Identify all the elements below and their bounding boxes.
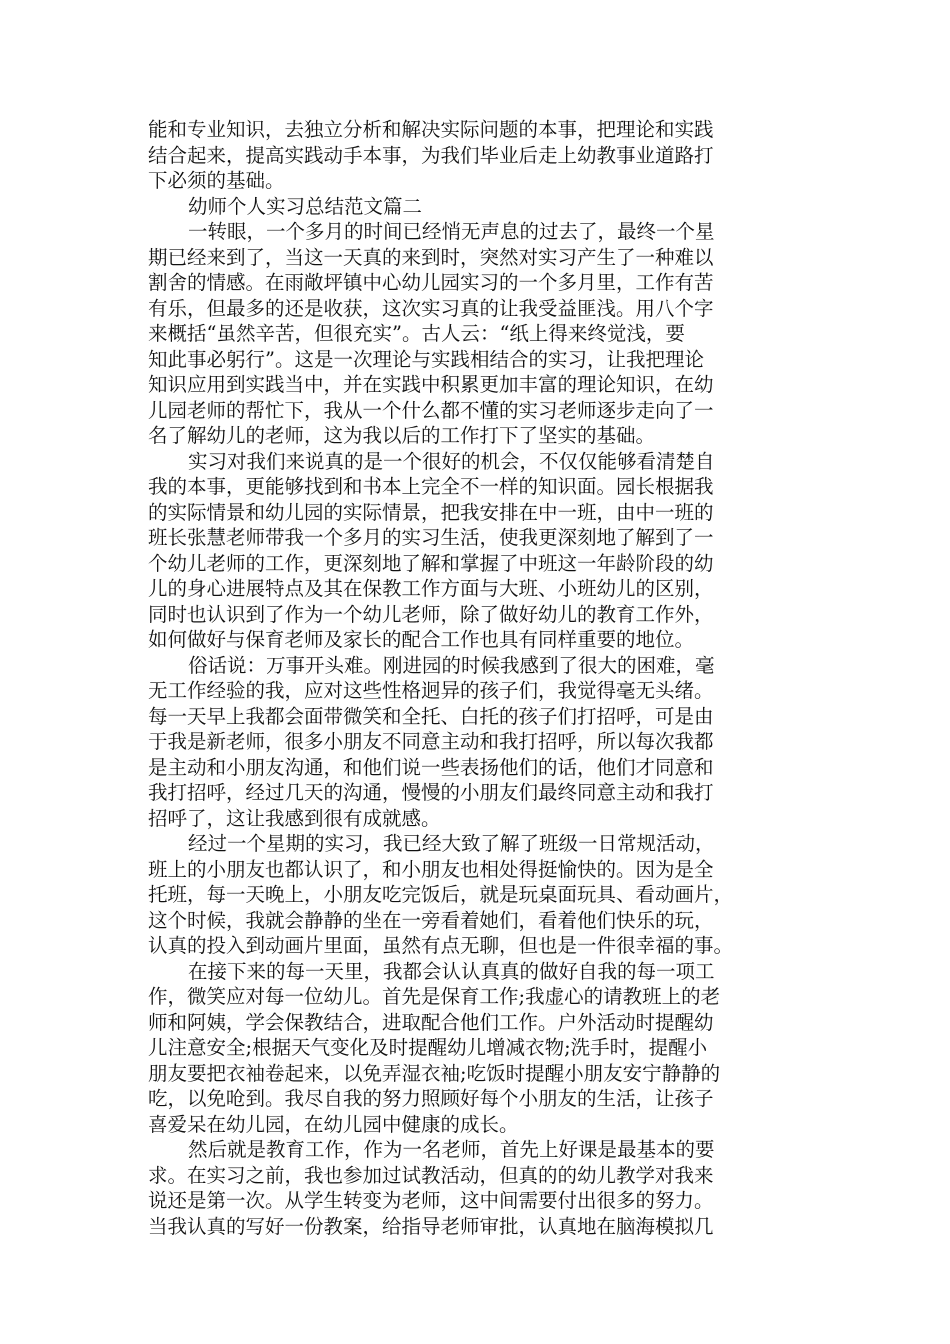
text-line: 有乐，但最多的还是收获，这次实习真的让我受益匪浅。用八个字	[148, 296, 714, 320]
text-line: 招呼了，这让我感到很有成就感。	[148, 806, 441, 830]
text-line: 喜爱呆在幼儿园，在幼儿园中健康的成长。	[148, 1112, 519, 1136]
text-line: 期已经来到了，当这一天真的来到时，突然对实习产生了一种难以	[148, 245, 714, 269]
paragraph-first-line: 俗话说：万事开头难。刚进园的时候我感到了很大的困难，毫	[188, 653, 715, 677]
text-line: 求。在实习之前，我也参加过试教活动，但真的的幼儿教学对我来	[148, 1163, 714, 1187]
text-line: 能和专业知识，去独立分析和解决实际问题的本事，把理论和实践	[148, 118, 714, 141]
text-line: 来概括“虽然辛苦，但很充实”。古人云：“纸上得来终觉浅，要	[148, 322, 685, 345]
text-line: 儿的身心进展特点及其在保教工作方面与大班、小班幼儿的区别，	[148, 577, 714, 600]
text-line: 名了解幼儿的老师，这为我以后的工作打下了坚实的基础。	[148, 424, 656, 447]
text-line: 的实际情景和幼儿园的实际情景，把我安排在中一班，由中一班的	[148, 500, 714, 524]
text-line: 个幼儿老师的工作，更深刻地了解和掌握了中班这一年龄阶段的幼	[148, 551, 714, 575]
paragraph-first-line: 实习对我们来说真的是一个很好的机会，不仅仅能够看清楚自	[188, 449, 715, 473]
text-line: 每一天早上我都会面带微笑和全托、白托的孩子们打招呼，可是由	[148, 704, 714, 728]
text-line: 认真的投入到动画片里面，虽然有点无聊，但也是一件很幸福的事。	[148, 934, 734, 957]
text-line: 儿园老师的帮忙下，我从一个什么都不懂的实习老师逐步走向了一	[148, 398, 714, 422]
text-line: 我的本事，更能够找到和书本上完全不一样的知识面。园长根据我	[148, 475, 714, 498]
text-line: 无工作经验的我，应对这些性格迥异的孩子们，我觉得毫无头绪。	[148, 679, 714, 702]
text-line: 于我是新老师，很多小朋友不同意主动和我打招呼，所以每次我都	[148, 730, 714, 753]
text-line: 吃，以免呛到。我尽自我的努力照顾好每个小朋友的生活，让孩子	[148, 1087, 714, 1110]
text-line: 说还是第一次。从学生转变为老师，这中间需要付出很多的努力。	[148, 1189, 714, 1212]
text-line: 是主动和小朋友沟通，和他们说一些表扬他们的话，他们才同意和	[148, 755, 714, 779]
text-line: 我打招呼，经过几天的沟通，慢慢的小朋友们最终同意主动和我打	[148, 781, 714, 804]
text-line: 班长张慧老师带我一个多月的实习生活，使我更深刻地了解到了一	[148, 526, 714, 549]
paragraph-first-line: 一转眼，一个多月的时间已经悄无声息的过去了，最终一个星	[188, 220, 715, 243]
text-line: 下必须的基础。	[148, 169, 285, 192]
text-line: 知此事必躬行”。这是一次理论与实践相结合的实习，让我把理论	[148, 347, 704, 371]
text-line: 割舍的情感。在雨敞坪镇中心幼儿园实习的一个多月里，工作有苦	[148, 271, 714, 294]
text-line: 作，微笑应对每一位幼儿。首先是保育工作;我虚心的请教班上的老	[148, 985, 721, 1008]
text-line: 结合起来，提高实践动手本事，为我们毕业后走上幼教事业道路打	[148, 143, 714, 167]
text-line: 如何做好与保育老师及家长的配合工作也具有同样重要的地位。	[148, 628, 695, 651]
paragraph-first-line: 在接下来的每一天里，我都会认认真真的做好自我的每一项工	[188, 959, 715, 983]
text-line: 儿注意安全;根据天气变化及时提醒幼儿增减衣物;洗手时，提醒小	[148, 1036, 708, 1059]
text-line: 知识应用到实践当中，并在实践中积累更加丰富的理论知识，在幼	[148, 373, 714, 396]
text-line: 班上的小朋友也都认识了，和小朋友也相处得挺愉快的。因为是全	[148, 857, 714, 881]
text-line: 托班，每一天晚上，小朋友吃完饭后，就是玩桌面玩具、看动画片，	[148, 883, 734, 906]
paragraph-first-line: 经过一个星期的实习，我已经大致了解了班级一日常规活动，	[188, 832, 715, 855]
section-heading: 幼师个人实习总结范文篇二	[188, 194, 423, 218]
paragraph-first-line: 然后就是教育工作，作为一名老师，首先上好课是最基本的要	[188, 1138, 715, 1161]
text-line: 师和阿姨，学会保教结合，进取配合他们工作。户外活动时提醒幼	[148, 1010, 714, 1034]
text-line: 这个时候，我就会静静的坐在一旁看着她们，看着他们快乐的玩，	[148, 908, 714, 932]
text-line: 同时也认识到了作为一个幼儿老师，除了做好幼儿的教育工作外，	[148, 602, 714, 626]
text-line: 朋友要把衣袖卷起来，以免弄湿衣袖;吃饭时提醒小朋友安宁静静的	[148, 1061, 721, 1085]
text-line: 当我认真的写好一份教案，给指导老师审批，认真地在脑海模拟几	[148, 1214, 714, 1238]
document-body	[148, 117, 818, 1239]
